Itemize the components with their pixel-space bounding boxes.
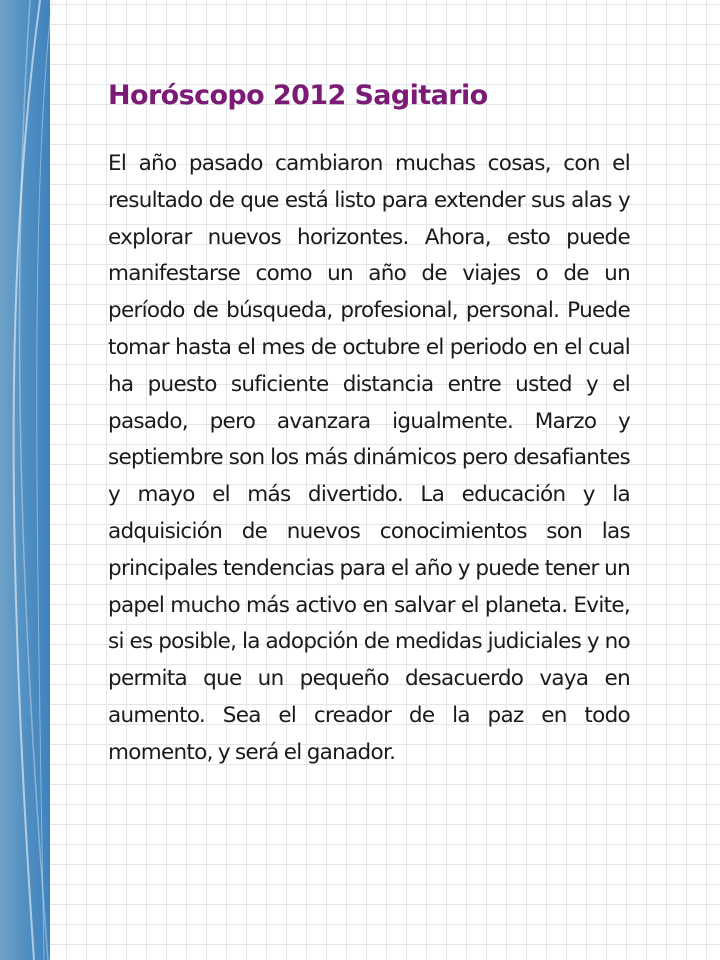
slide-title: Horóscopo 2012 Sagitario [108, 80, 488, 111]
slide-content [108, 76, 630, 772]
decorative-swoosh-lines [0, 0, 60, 960]
horoscope-paragraph: El año pasado cambiaron muchas cosas, con el resultado de que está listo para extender sus alas y explorar nuevos horizontes. Ahora, esto puede manifestarse como un año de viajes o de un período de búsqueda, profesional, personal. Puede tomar hasta el mes de octubre el periodo en el cual ha puesto suficiente distancia entre usted y el pasado, pero avanzara igualmente. Marzo y septiembre son los más dinámicos pero desafiantes y mayo el más divertido. La educación y la adquisición de nuevos conocimientos son las principales tendencias para el año y puede tener un papel mucho más activo en salvar el planeta. Evite, si es posible, la adopción de medidas judiciales y no permita que un pequeño desacuerdo vaya en aumento. Sea el creador de la paz en todo momento, y será el ganador. [108, 151, 630, 765]
